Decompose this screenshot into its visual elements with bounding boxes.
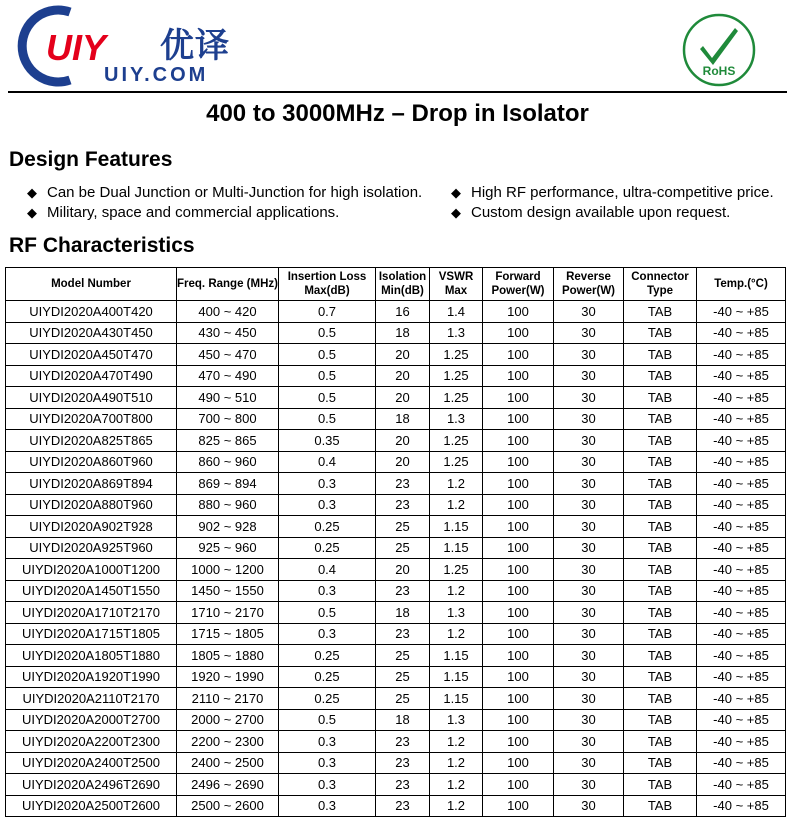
table-row (6, 774, 786, 796)
table-header-row (6, 268, 786, 301)
cell-isolation: 20 (376, 387, 430, 409)
cell-model-number: UIYDI2020A430T450 (6, 322, 177, 344)
cell-insertion-loss: 0.3 (279, 752, 376, 774)
cell-vswr: 1.15 (430, 516, 483, 538)
feature-text: Custom design available upon request. (471, 204, 731, 221)
cell-model-number: UIYDI2020A869T894 (6, 473, 177, 495)
cell-freq-range: 700 ~ 800 (177, 408, 279, 430)
cell-freq-range: 1715 ~ 1805 (177, 623, 279, 645)
cell-model-number: UIYDI2020A2110T2170 (6, 688, 177, 710)
cell-insertion-loss: 0.4 (279, 451, 376, 473)
cell-freq-range: 2200 ~ 2300 (177, 731, 279, 753)
table-row (6, 623, 786, 645)
cell-vswr: 1.2 (430, 731, 483, 753)
cell-insertion-loss: 0.25 (279, 645, 376, 667)
cell-forward-power: 100 (483, 709, 554, 731)
cell-reverse-power: 30 (554, 795, 624, 817)
cell-isolation: 25 (376, 645, 430, 667)
cell-temperature: -40 ~ +85 (697, 795, 786, 817)
cell-insertion-loss: 0.35 (279, 430, 376, 452)
cell-isolation: 23 (376, 473, 430, 495)
cell-vswr: 1.2 (430, 473, 483, 495)
cell-forward-power: 100 (483, 516, 554, 538)
cell-isolation: 20 (376, 344, 430, 366)
table-row (6, 752, 786, 774)
cell-forward-power: 100 (483, 494, 554, 516)
cell-forward-power: 100 (483, 623, 554, 645)
cell-freq-range: 880 ~ 960 (177, 494, 279, 516)
cell-reverse-power: 30 (554, 774, 624, 796)
cell-insertion-loss: 0.5 (279, 365, 376, 387)
table-row (6, 688, 786, 710)
cell-isolation: 25 (376, 537, 430, 559)
cell-vswr: 1.2 (430, 774, 483, 796)
diamond-bullet-icon: ◆ (451, 205, 461, 220)
cell-connector-type: TAB (624, 666, 697, 688)
table-row (6, 709, 786, 731)
diamond-bullet-icon: ◆ (451, 185, 461, 200)
cell-temperature: -40 ~ +85 (697, 430, 786, 452)
cell-vswr: 1.4 (430, 301, 483, 323)
feature-text: High RF performance, ultra-competitive price. (471, 184, 774, 201)
logo-mark-text: UIY (46, 27, 107, 68)
cell-connector-type: TAB (624, 494, 697, 516)
table-body (6, 301, 786, 817)
cell-isolation: 23 (376, 580, 430, 602)
cell-model-number: UIYDI2020A400T420 (6, 301, 177, 323)
cell-isolation: 18 (376, 709, 430, 731)
cell-insertion-loss: 0.25 (279, 516, 376, 538)
cell-temperature: -40 ~ +85 (697, 774, 786, 796)
column-header: Freq. Range (MHz) (177, 268, 279, 301)
cell-connector-type: TAB (624, 580, 697, 602)
cell-model-number: UIYDI2020A1450T1550 (6, 580, 177, 602)
cell-connector-type: TAB (624, 709, 697, 731)
cell-vswr: 1.2 (430, 623, 483, 645)
cell-freq-range: 2000 ~ 2700 (177, 709, 279, 731)
cell-freq-range: 2496 ~ 2690 (177, 774, 279, 796)
cell-vswr: 1.25 (430, 559, 483, 581)
cell-forward-power: 100 (483, 387, 554, 409)
cell-vswr: 1.25 (430, 430, 483, 452)
rohs-label: RoHS (702, 64, 736, 78)
cell-forward-power: 100 (483, 322, 554, 344)
table-row (6, 494, 786, 516)
cell-insertion-loss: 0.3 (279, 795, 376, 817)
cell-forward-power: 100 (483, 537, 554, 559)
cell-model-number: UIYDI2020A1000T1200 (6, 559, 177, 581)
cell-forward-power: 100 (483, 344, 554, 366)
cell-connector-type: TAB (624, 365, 697, 387)
rf-characteristics-heading: RF Characteristics (9, 234, 195, 257)
table-row (6, 731, 786, 753)
cell-connector-type: TAB (624, 301, 697, 323)
table-row (6, 559, 786, 581)
cell-isolation: 20 (376, 430, 430, 452)
cell-insertion-loss: 0.25 (279, 688, 376, 710)
feature-item (451, 204, 730, 221)
diamond-bullet-icon: ◆ (27, 205, 37, 220)
cell-vswr: 1.3 (430, 602, 483, 624)
cell-insertion-loss: 0.3 (279, 580, 376, 602)
table-row (6, 795, 786, 817)
cell-reverse-power: 30 (554, 451, 624, 473)
table-row (6, 537, 786, 559)
logo-domain: UIY.COM (104, 64, 209, 86)
cell-freq-range: 825 ~ 865 (177, 430, 279, 452)
cell-temperature: -40 ~ +85 (697, 559, 786, 581)
cell-isolation: 23 (376, 774, 430, 796)
cell-reverse-power: 30 (554, 516, 624, 538)
cell-insertion-loss: 0.25 (279, 666, 376, 688)
cell-freq-range: 902 ~ 928 (177, 516, 279, 538)
cell-freq-range: 2110 ~ 2170 (177, 688, 279, 710)
cell-vswr: 1.2 (430, 752, 483, 774)
rf-characteristics-table (5, 267, 786, 817)
cell-reverse-power: 30 (554, 688, 624, 710)
cell-forward-power: 100 (483, 645, 554, 667)
cell-freq-range: 2500 ~ 2600 (177, 795, 279, 817)
table-row (6, 408, 786, 430)
cell-freq-range: 470 ~ 490 (177, 365, 279, 387)
cell-connector-type: TAB (624, 473, 697, 495)
cell-reverse-power: 30 (554, 494, 624, 516)
cell-connector-type: TAB (624, 322, 697, 344)
cell-insertion-loss: 0.7 (279, 301, 376, 323)
cell-isolation: 25 (376, 666, 430, 688)
design-features-heading: Design Features (9, 148, 173, 171)
cell-temperature: -40 ~ +85 (697, 516, 786, 538)
cell-insertion-loss: 0.25 (279, 537, 376, 559)
cell-isolation: 23 (376, 494, 430, 516)
cell-reverse-power: 30 (554, 344, 624, 366)
cell-reverse-power: 30 (554, 623, 624, 645)
cell-model-number: UIYDI2020A2200T2300 (6, 731, 177, 753)
cell-connector-type: TAB (624, 451, 697, 473)
cell-insertion-loss: 0.3 (279, 774, 376, 796)
cell-connector-type: TAB (624, 537, 697, 559)
cell-temperature: -40 ~ +85 (697, 473, 786, 495)
feature-item (27, 204, 339, 221)
feature-item (451, 184, 774, 201)
table-row (6, 580, 786, 602)
rohs-badge (681, 12, 757, 88)
cell-vswr: 1.15 (430, 645, 483, 667)
cell-vswr: 1.2 (430, 494, 483, 516)
diamond-bullet-icon: ◆ (27, 185, 37, 200)
cell-forward-power: 100 (483, 365, 554, 387)
cell-connector-type: TAB (624, 559, 697, 581)
cell-model-number: UIYDI2020A880T960 (6, 494, 177, 516)
cell-forward-power: 100 (483, 666, 554, 688)
cell-model-number: UIYDI2020A450T470 (6, 344, 177, 366)
cell-model-number: UIYDI2020A2500T2600 (6, 795, 177, 817)
cell-model-number: UIYDI2020A2000T2700 (6, 709, 177, 731)
cell-model-number: UIYDI2020A860T960 (6, 451, 177, 473)
cell-temperature: -40 ~ +85 (697, 666, 786, 688)
cell-freq-range: 1710 ~ 2170 (177, 602, 279, 624)
cell-forward-power: 100 (483, 602, 554, 624)
cell-vswr: 1.3 (430, 322, 483, 344)
cell-isolation: 16 (376, 301, 430, 323)
cell-insertion-loss: 0.5 (279, 408, 376, 430)
cell-freq-range: 869 ~ 894 (177, 473, 279, 495)
cell-reverse-power: 30 (554, 709, 624, 731)
cell-connector-type: TAB (624, 387, 697, 409)
cell-vswr: 1.2 (430, 580, 483, 602)
cell-insertion-loss: 0.3 (279, 623, 376, 645)
cell-freq-range: 450 ~ 470 (177, 344, 279, 366)
cell-vswr: 1.15 (430, 666, 483, 688)
column-header: Connector Type (624, 268, 697, 301)
cell-isolation: 20 (376, 559, 430, 581)
cell-forward-power: 100 (483, 795, 554, 817)
cell-isolation: 23 (376, 795, 430, 817)
table-row (6, 516, 786, 538)
cell-reverse-power: 30 (554, 387, 624, 409)
cell-insertion-loss: 0.5 (279, 602, 376, 624)
cell-model-number: UIYDI2020A490T510 (6, 387, 177, 409)
cell-insertion-loss: 0.5 (279, 344, 376, 366)
cell-insertion-loss: 0.5 (279, 322, 376, 344)
cell-reverse-power: 30 (554, 322, 624, 344)
cell-isolation: 25 (376, 688, 430, 710)
cell-insertion-loss: 0.5 (279, 709, 376, 731)
feature-text: Military, space and commercial applications. (47, 204, 340, 221)
column-header: VSWR Max (430, 268, 483, 301)
cell-vswr: 1.2 (430, 795, 483, 817)
table-row (6, 430, 786, 452)
page-title: 400 to 3000MHz – Drop in Isolator (206, 100, 589, 127)
table-row (6, 666, 786, 688)
cell-reverse-power: 30 (554, 580, 624, 602)
cell-freq-range: 860 ~ 960 (177, 451, 279, 473)
cell-model-number: UIYDI2020A825T865 (6, 430, 177, 452)
table-row (6, 645, 786, 667)
cell-freq-range: 1805 ~ 1880 (177, 645, 279, 667)
cell-model-number: UIYDI2020A1710T2170 (6, 602, 177, 624)
cell-reverse-power: 30 (554, 731, 624, 753)
cell-connector-type: TAB (624, 344, 697, 366)
cell-vswr: 1.25 (430, 387, 483, 409)
cell-connector-type: TAB (624, 731, 697, 753)
cell-temperature: -40 ~ +85 (697, 602, 786, 624)
table-row (6, 301, 786, 323)
cell-temperature: -40 ~ +85 (697, 731, 786, 753)
cell-connector-type: TAB (624, 645, 697, 667)
table-row (6, 344, 786, 366)
cell-forward-power: 100 (483, 731, 554, 753)
cell-isolation: 18 (376, 408, 430, 430)
cell-temperature: -40 ~ +85 (697, 301, 786, 323)
cell-connector-type: TAB (624, 430, 697, 452)
cell-connector-type: TAB (624, 752, 697, 774)
cell-isolation: 20 (376, 451, 430, 473)
cell-temperature: -40 ~ +85 (697, 623, 786, 645)
cell-isolation: 23 (376, 752, 430, 774)
cell-vswr: 1.15 (430, 688, 483, 710)
cell-temperature: -40 ~ +85 (697, 580, 786, 602)
cell-forward-power: 100 (483, 580, 554, 602)
cell-connector-type: TAB (624, 516, 697, 538)
cell-reverse-power: 30 (554, 559, 624, 581)
cell-reverse-power: 30 (554, 430, 624, 452)
cell-forward-power: 100 (483, 688, 554, 710)
cell-freq-range: 1920 ~ 1990 (177, 666, 279, 688)
cell-freq-range: 2400 ~ 2500 (177, 752, 279, 774)
cell-temperature: -40 ~ +85 (697, 365, 786, 387)
cell-vswr: 1.25 (430, 451, 483, 473)
cell-temperature: -40 ~ +85 (697, 537, 786, 559)
cell-temperature: -40 ~ +85 (697, 645, 786, 667)
cell-temperature: -40 ~ +85 (697, 688, 786, 710)
cell-forward-power: 100 (483, 473, 554, 495)
cell-forward-power: 100 (483, 408, 554, 430)
cell-freq-range: 925 ~ 960 (177, 537, 279, 559)
cell-model-number: UIYDI2020A925T960 (6, 537, 177, 559)
cell-forward-power: 100 (483, 752, 554, 774)
cell-model-number: UIYDI2020A1805T1880 (6, 645, 177, 667)
cell-connector-type: TAB (624, 408, 697, 430)
cell-reverse-power: 30 (554, 301, 624, 323)
cell-connector-type: TAB (624, 623, 697, 645)
cell-insertion-loss: 0.3 (279, 473, 376, 495)
cell-freq-range: 1000 ~ 1200 (177, 559, 279, 581)
company-logo (10, 4, 230, 88)
cell-reverse-power: 30 (554, 365, 624, 387)
column-header: Insertion Loss Max(dB) (279, 268, 376, 301)
cell-connector-type: TAB (624, 774, 697, 796)
cell-reverse-power: 30 (554, 752, 624, 774)
cell-reverse-power: 30 (554, 408, 624, 430)
cell-vswr: 1.3 (430, 709, 483, 731)
cell-model-number: UIYDI2020A1920T1990 (6, 666, 177, 688)
cell-freq-range: 430 ~ 450 (177, 322, 279, 344)
feature-text: Can be Dual Junction or Multi-Junction for high isolation. (47, 184, 423, 201)
cell-forward-power: 100 (483, 774, 554, 796)
feature-item (27, 184, 422, 201)
cell-temperature: -40 ~ +85 (697, 494, 786, 516)
column-header: Isolation Min(dB) (376, 268, 430, 301)
column-header: Model Number (6, 268, 177, 301)
cell-insertion-loss: 0.3 (279, 494, 376, 516)
cell-forward-power: 100 (483, 430, 554, 452)
cell-temperature: -40 ~ +85 (697, 322, 786, 344)
cell-vswr: 1.25 (430, 365, 483, 387)
cell-insertion-loss: 0.5 (279, 387, 376, 409)
cell-isolation: 18 (376, 602, 430, 624)
cell-freq-range: 490 ~ 510 (177, 387, 279, 409)
cell-model-number: UIYDI2020A470T490 (6, 365, 177, 387)
table-row (6, 365, 786, 387)
cell-connector-type: TAB (624, 688, 697, 710)
header-divider (8, 91, 787, 93)
cell-isolation: 20 (376, 365, 430, 387)
cell-isolation: 25 (376, 516, 430, 538)
column-header: Reverse Power(W) (554, 268, 624, 301)
cell-temperature: -40 ~ +85 (697, 344, 786, 366)
cell-forward-power: 100 (483, 451, 554, 473)
cell-reverse-power: 30 (554, 666, 624, 688)
cell-model-number: UIYDI2020A2496T2690 (6, 774, 177, 796)
page-header (0, 0, 795, 92)
cell-freq-range: 400 ~ 420 (177, 301, 279, 323)
cell-temperature: -40 ~ +85 (697, 387, 786, 409)
cell-model-number: UIYDI2020A700T800 (6, 408, 177, 430)
cell-temperature: -40 ~ +85 (697, 451, 786, 473)
cell-connector-type: TAB (624, 795, 697, 817)
cell-connector-type: TAB (624, 602, 697, 624)
cell-insertion-loss: 0.4 (279, 559, 376, 581)
table-row (6, 451, 786, 473)
column-header: Temp.(°C) (697, 268, 786, 301)
cell-vswr: 1.3 (430, 408, 483, 430)
cell-vswr: 1.15 (430, 537, 483, 559)
cell-reverse-power: 30 (554, 537, 624, 559)
column-header: Forward Power(W) (483, 268, 554, 301)
table-row (6, 473, 786, 495)
cell-temperature: -40 ~ +85 (697, 709, 786, 731)
cell-forward-power: 100 (483, 559, 554, 581)
table-row (6, 387, 786, 409)
cell-forward-power: 100 (483, 301, 554, 323)
table-row (6, 602, 786, 624)
cell-model-number: UIYDI2020A1715T1805 (6, 623, 177, 645)
table-row (6, 322, 786, 344)
cell-temperature: -40 ~ +85 (697, 408, 786, 430)
cell-reverse-power: 30 (554, 602, 624, 624)
cell-reverse-power: 30 (554, 645, 624, 667)
cell-isolation: 23 (376, 623, 430, 645)
cell-model-number: UIYDI2020A2400T2500 (6, 752, 177, 774)
logo-chinese-name: 优译 (160, 26, 230, 66)
cell-freq-range: 1450 ~ 1550 (177, 580, 279, 602)
cell-reverse-power: 30 (554, 473, 624, 495)
cell-insertion-loss: 0.3 (279, 731, 376, 753)
cell-vswr: 1.25 (430, 344, 483, 366)
cell-isolation: 23 (376, 731, 430, 753)
cell-isolation: 18 (376, 322, 430, 344)
cell-temperature: -40 ~ +85 (697, 752, 786, 774)
cell-model-number: UIYDI2020A902T928 (6, 516, 177, 538)
